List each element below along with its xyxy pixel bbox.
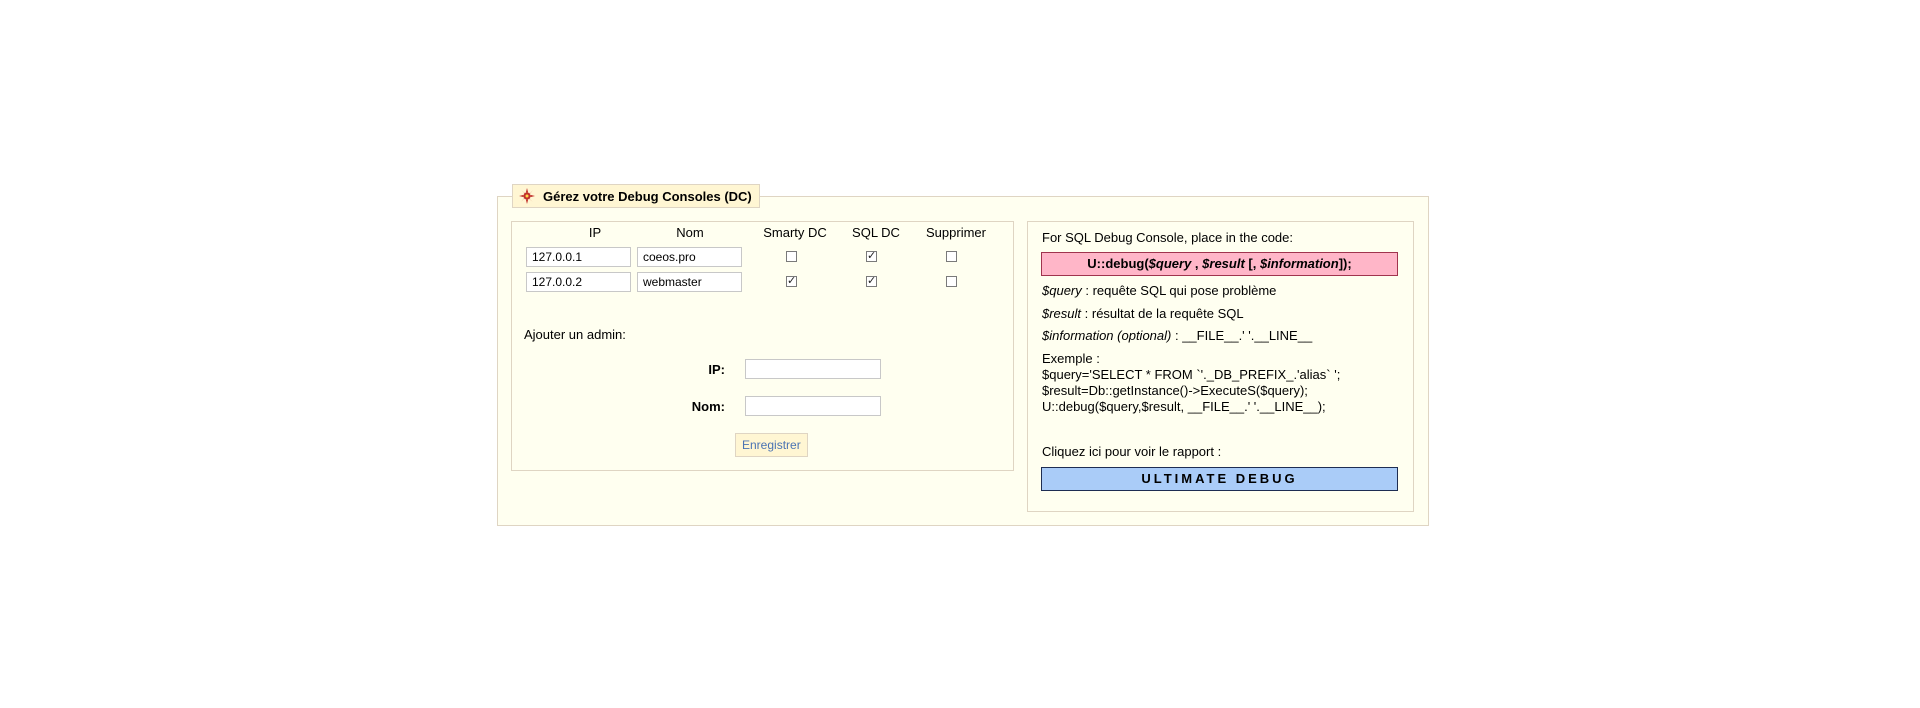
example-title: Exemple : xyxy=(1042,351,1100,366)
code-sep: , xyxy=(1191,256,1203,271)
row-1-delete-checkbox[interactable] xyxy=(946,251,957,262)
row-2-smarty-dc-checkbox[interactable] xyxy=(786,276,797,287)
code-result-param: $result xyxy=(1202,256,1245,271)
row-1-smarty-dc-checkbox[interactable] xyxy=(786,251,797,262)
row-1-nom-input[interactable]: coeos.pro xyxy=(637,247,742,267)
report-text: Cliquez ici pour voir le rapport : xyxy=(1042,444,1222,459)
help-info-desc: : __FILE__.' '.__LINE__ xyxy=(1171,328,1313,343)
column-header-sql-dc: SQL DC xyxy=(852,225,900,240)
bug-icon xyxy=(519,188,535,204)
add-admin-heading: Ajouter un admin: xyxy=(524,327,626,342)
example-line: U::debug($query,$result, __FILE__.' '.__LINE__); xyxy=(1042,399,1326,414)
example-block xyxy=(1042,351,1340,415)
save-button[interactable]: Enregistrer xyxy=(735,433,808,457)
row-1-sql-dc-checkbox[interactable] xyxy=(866,251,877,262)
row-2-sql-dc-checkbox[interactable] xyxy=(866,276,877,287)
column-header-ip: IP xyxy=(588,225,602,240)
nom-label: Nom: xyxy=(691,399,725,414)
help-query-desc: : requête SQL qui pose problème xyxy=(1081,283,1277,298)
new-admin-nom-input[interactable] xyxy=(745,396,881,416)
page-title: Gérez votre Debug Consoles (DC) xyxy=(543,188,752,204)
code-fn: U::debug( xyxy=(1087,256,1149,271)
help-result xyxy=(1042,306,1244,321)
code-end: ]); xyxy=(1338,256,1352,271)
help-query-name: $query xyxy=(1042,283,1082,298)
help-result-name: $result xyxy=(1042,306,1082,321)
new-admin-ip-input[interactable] xyxy=(745,359,881,379)
ip-label: IP: xyxy=(708,362,725,377)
code-mid: [, xyxy=(1244,256,1260,271)
fieldset-legend xyxy=(512,184,760,208)
sql-help-intro: For SQL Debug Console, place in the code: xyxy=(1042,230,1293,245)
debug-code-snippet xyxy=(1041,252,1398,276)
column-header-nom: Nom xyxy=(676,225,704,240)
example-line: $result=Db::getInstance()->ExecuteS($query); xyxy=(1042,383,1308,398)
code-info-param: $information xyxy=(1259,256,1339,271)
help-info-name: $information (optional) xyxy=(1042,328,1172,343)
code-query-param: $query xyxy=(1148,256,1192,271)
row-2-nom-input[interactable]: webmaster xyxy=(637,272,742,292)
help-result-desc: : résultat de la requête SQL xyxy=(1081,306,1244,321)
ultimate-debug-button[interactable]: ULTIMATE DEBUG xyxy=(1041,467,1398,491)
row-2-delete-checkbox[interactable] xyxy=(946,276,957,287)
row-2-ip-input[interactable]: 127.0.0.2 xyxy=(526,272,631,292)
column-header-supprimer: Supprimer xyxy=(926,225,986,240)
column-header-smarty-dc: Smarty DC xyxy=(763,225,827,240)
row-1-ip-input[interactable]: 127.0.0.1 xyxy=(526,247,631,267)
example-line: $query='SELECT * FROM `'._DB_PREFIX_.'alias` '; xyxy=(1042,367,1341,382)
help-query xyxy=(1042,283,1276,298)
help-information xyxy=(1042,328,1312,343)
